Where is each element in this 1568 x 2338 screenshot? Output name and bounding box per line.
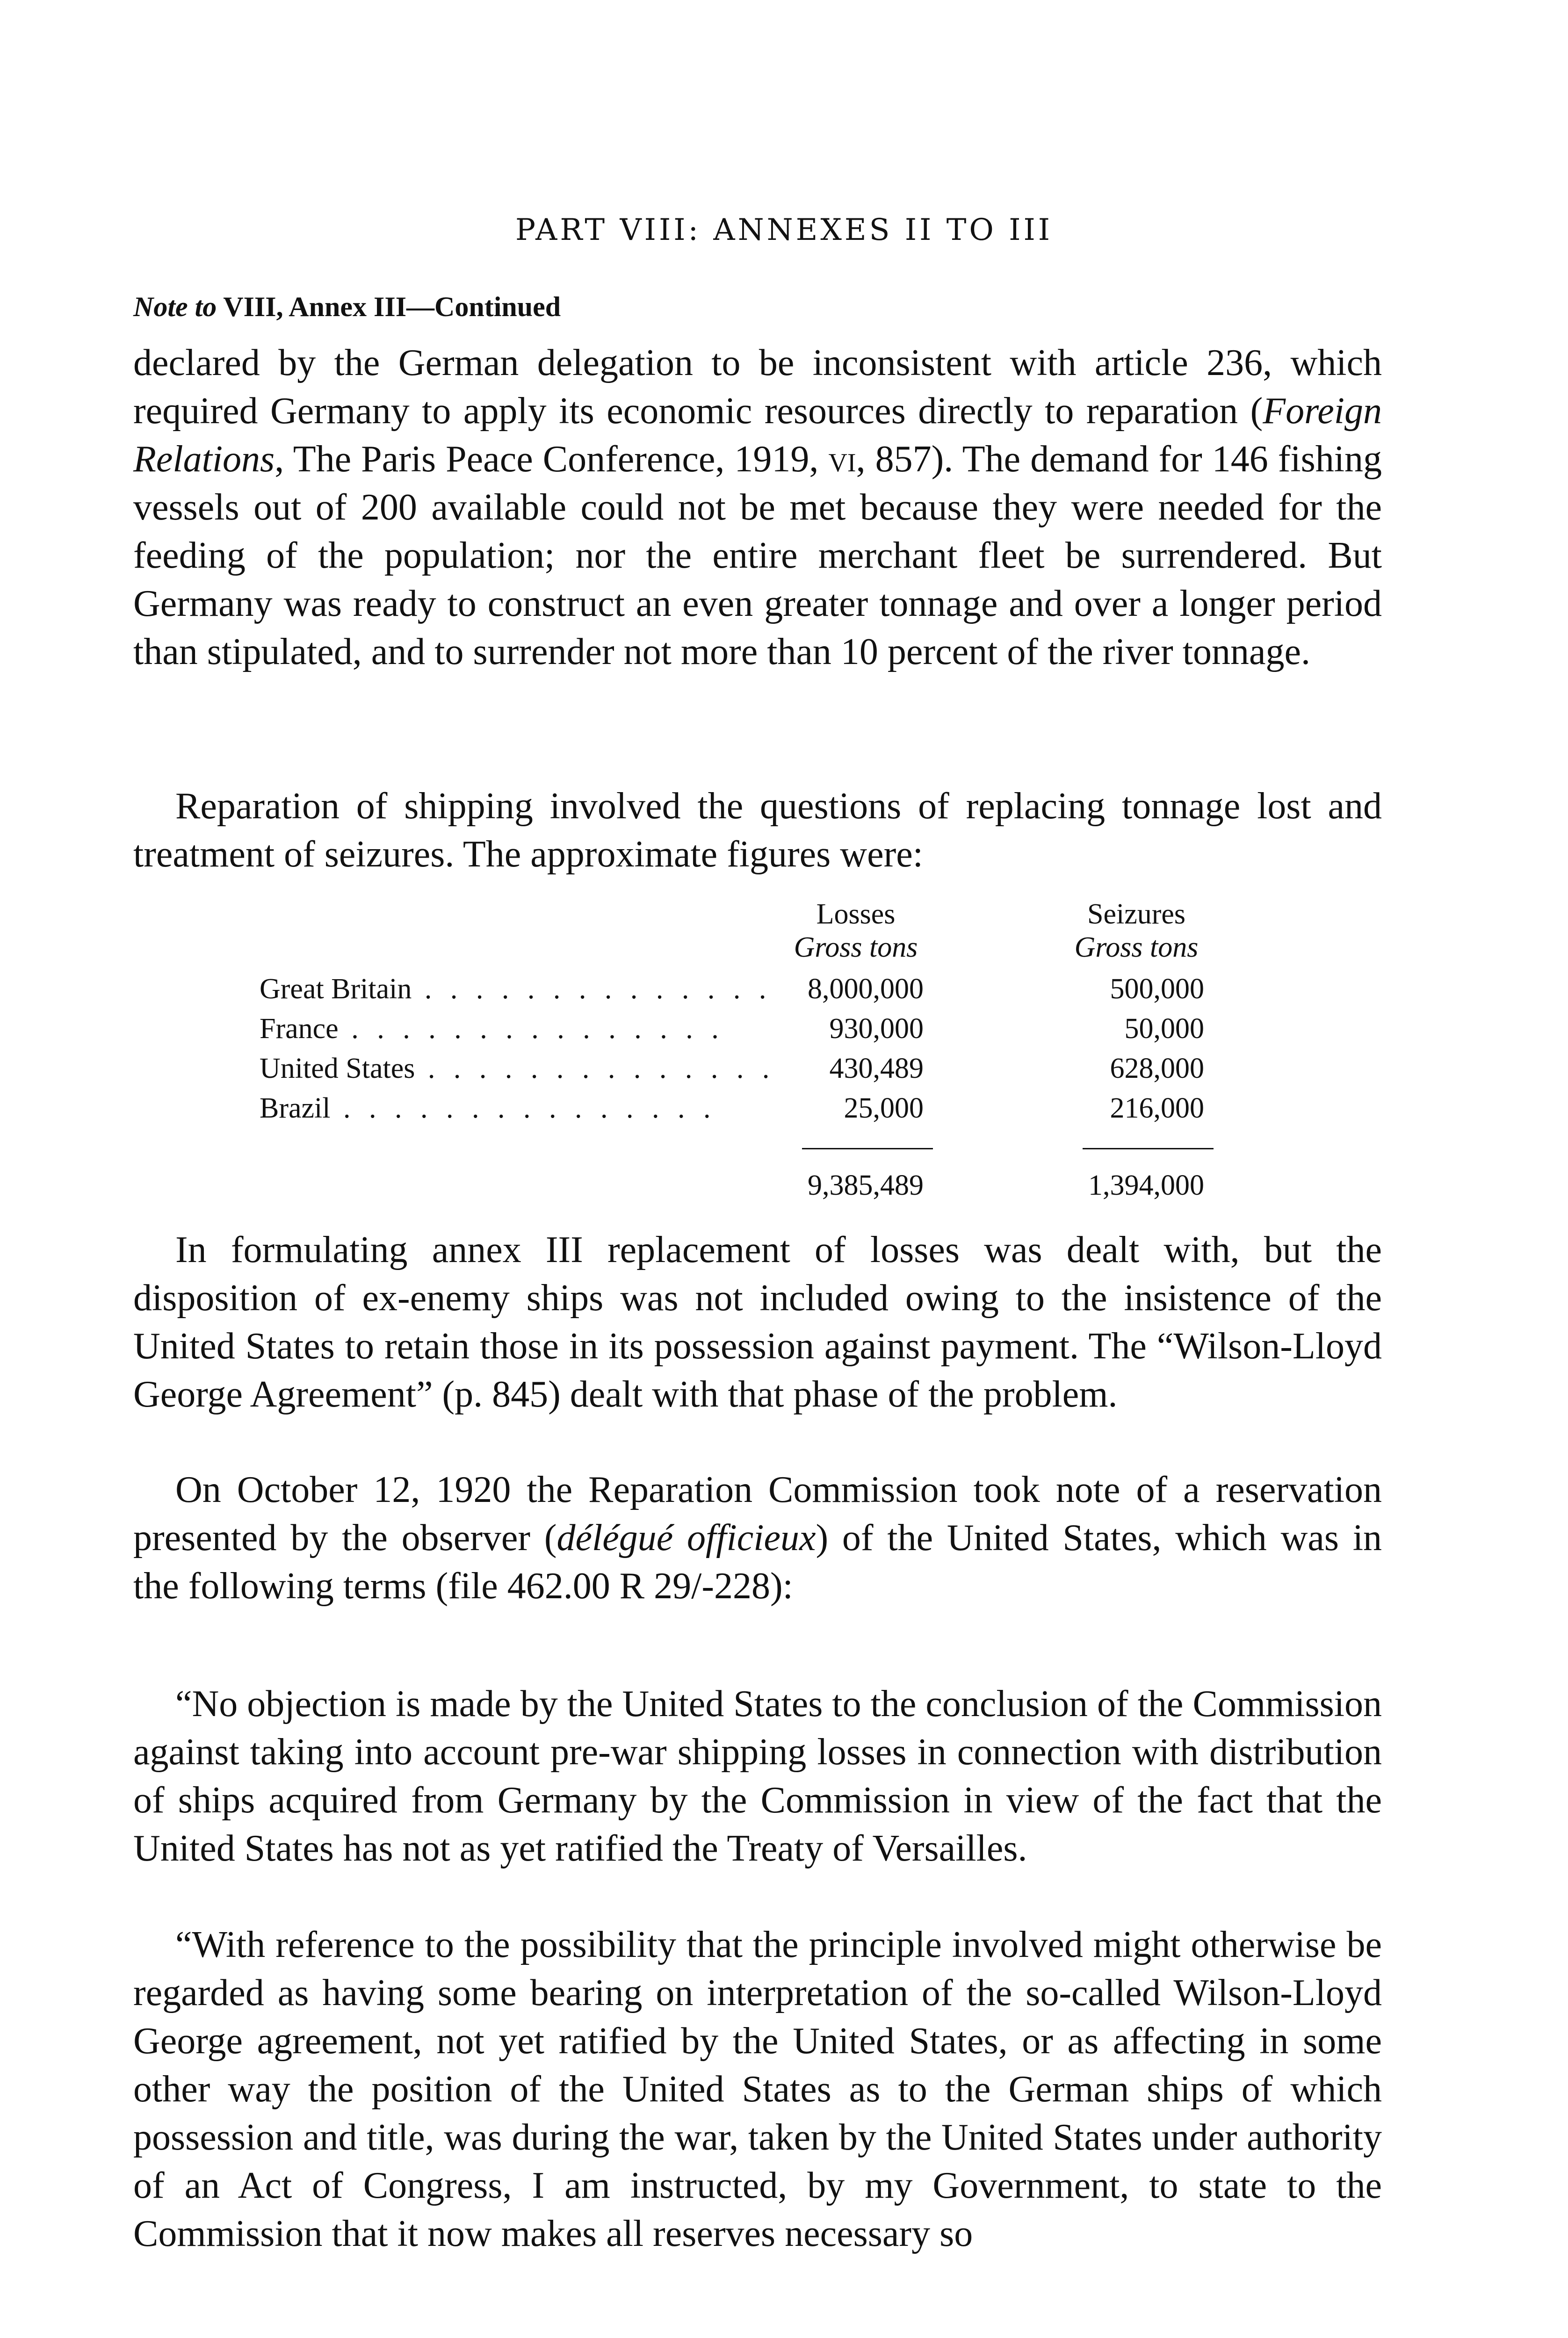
country-name: Great Britain . . .: [260, 973, 774, 1006]
paragraph-4-part-a: On October 12, 1920 the Reparation Commission took note of a reservation presented by the observer (: [133, 1469, 1382, 1559]
note-heading-prefix: Note to: [133, 291, 217, 322]
column-header-losses-unit: Gross tons: [794, 931, 918, 963]
quotation-1-text: “No objection is made by the United States to the conclusion of the Commission against taking into account pre-war shipping losses in connection with distribution of ships acquired from Germany by the Commission in view of the fact that the United States has not as yet ratified the Treaty of Versailles.: [133, 1683, 1382, 1869]
column-header-seizures-unit: Gross tons: [1074, 931, 1199, 963]
total-rule-seizures: [1083, 1148, 1214, 1149]
country-name: United States . . .: [260, 1052, 774, 1085]
total-seizures: 1,394,000: [1088, 1169, 1204, 1201]
paragraph-3: [133, 1226, 1382, 1419]
country-name: France . . .: [260, 1012, 774, 1046]
paragraph-1-italic: Foreign Relations: [133, 390, 1382, 480]
losses-value: 430,489: [829, 1053, 924, 1084]
quotation-1: [133, 1680, 1382, 1873]
column-header-losses-label: Losses: [816, 898, 896, 930]
table-row: [260, 1012, 1288, 1050]
column-header-seizures: [1031, 898, 1242, 964]
note-heading-rest: VIII, Annex III—Continued: [223, 291, 561, 322]
note-heading: [133, 291, 561, 323]
losses-value: 25,000: [844, 1092, 924, 1124]
table-total-row: [260, 1169, 1288, 1206]
paragraph-4-italic: délégué officieux: [556, 1517, 816, 1559]
table-row: [260, 1052, 1288, 1090]
paragraph-2: [133, 782, 1382, 879]
seizures-value: 216,000: [1110, 1092, 1204, 1124]
paragraph-2-text: Reparation of shipping involved the questions of replacing tonnage lost and treatment of seizures. The approximate figures were:: [133, 786, 1382, 875]
seizures-value: 50,000: [1124, 1013, 1204, 1045]
paragraph-1: [133, 339, 1382, 676]
paragraph-3-text: In formulating annex III replacement of losses was dealt with, but the disposition of ex-enemy ships was not included owing to the insistence of the United States to retain those in its possession against payment. The “Wilson-Lloyd George Agreement” (p. 845) dealt with that phase of the problem.: [133, 1229, 1382, 1415]
seizures-value: 500,000: [1110, 973, 1204, 1005]
column-header-losses: [751, 898, 961, 964]
paragraph-1-part-a: declared by the German delegation to be inconsistent with article 236, which required Germany to apply its economic resources directly to reparation (: [133, 342, 1382, 432]
running-head: PART VIII: ANNEXES II TO III: [515, 213, 1053, 247]
total-rule-losses: [802, 1148, 933, 1149]
quotation-2-text: “With reference to the possibility that the principle involved might otherwise be regarded as having some bearing on interpretation of the so-called Wilson-Lloyd George agreement, not yet ratified by the United States, or as affecting in some other way the position of the United States as to the German ships of which possession and title, was during the war, taken by the United States under authority of an Act of Congress, I am instructed, by my Government, to state to the Commission that it now makes all reserves necessary so: [133, 1924, 1382, 2254]
paragraph-4-part-b: ) of the United States, which was in the following terms (file 462.00 R 29/-228):: [133, 1517, 1382, 1607]
paragraph-1-part-c: , 857). The demand for 146 fishing vessels out of 200 available could not be met because they were needed for the feeding of the population; nor the entire merchant fleet be surrendered. But Germany was ready to construct an even greater tonnage and over a longer period than stipulated, and to surrender not more than 10 percent of the river tonnage.: [133, 439, 1382, 672]
paragraph-1-part-b: , The Paris Peace Conference, 1919,: [275, 439, 819, 480]
total-losses: 9,385,489: [808, 1169, 924, 1201]
losses-value: 8,000,000: [808, 973, 924, 1005]
losses-value: 930,000: [829, 1013, 924, 1045]
table-row: [260, 973, 1288, 1010]
column-header-seizures-label: Seizures: [1087, 898, 1186, 930]
country-name: Brazil . . .: [260, 1092, 774, 1125]
table-row: [260, 1092, 1288, 1129]
paragraph-1-roman-numeral: vi: [828, 439, 856, 480]
quotation-2: [133, 1921, 1382, 2258]
paragraph-4: [133, 1466, 1382, 1610]
seizures-value: 628,000: [1110, 1053, 1204, 1084]
